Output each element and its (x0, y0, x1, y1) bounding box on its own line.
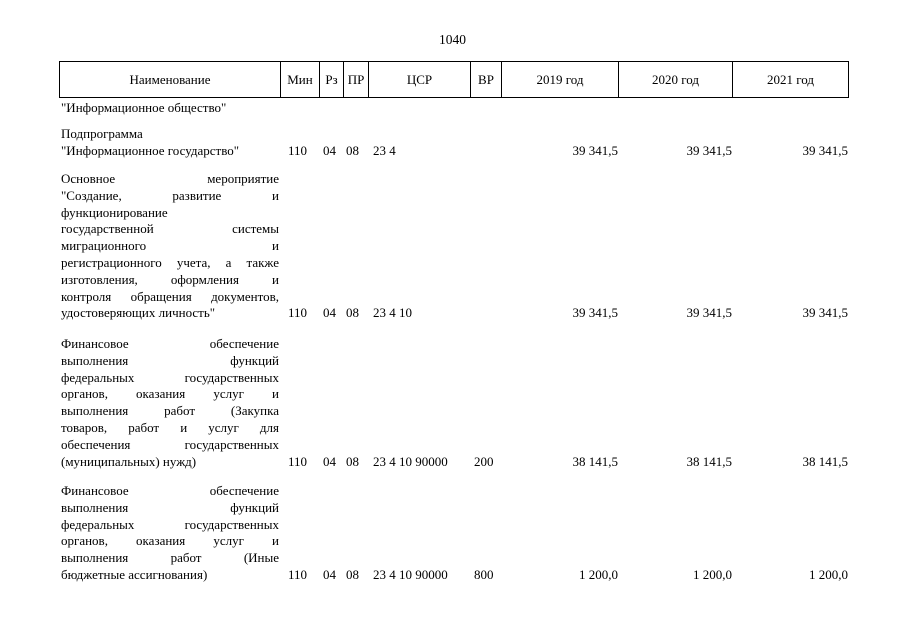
row-min: 110 (288, 567, 308, 582)
header-min: Мин (281, 62, 320, 97)
row-name-line: федеральных государственных (61, 369, 279, 385)
row-2019: 39 341,5 (572, 142, 618, 158)
row-name-line: регистрационного учета, а также (61, 254, 279, 270)
row-name-line: "Информационное общество" (61, 100, 227, 115)
row-name-line: Финансовое обеспечение (61, 483, 279, 498)
row-2020: 39 341,5 (686, 305, 732, 321)
row-name-line: бюджетные ассигнования) (61, 566, 208, 582)
row-2021: 39 341,5 (802, 305, 848, 321)
row-name-line: обеспечения государственных (61, 436, 279, 452)
row-name-line: миграционного и (61, 238, 279, 254)
row-pr: 08 (346, 142, 359, 158)
row-2019: 39 341,5 (572, 305, 618, 321)
header-2020: 2020 год (619, 62, 733, 97)
row-name-line: Финансовое обеспечение (61, 336, 279, 351)
row-name-line: контроля обращения документов, (61, 288, 279, 304)
row-pr: 08 (346, 305, 359, 321)
row-2019: 1 200,0 (579, 567, 618, 582)
row-2021: 38 141,5 (802, 453, 848, 469)
row-name-line: органов, оказания услуг и (61, 533, 279, 549)
row-name-line: Основное мероприятие (61, 171, 279, 186)
table-header (59, 61, 849, 98)
row-rz: 04 (323, 567, 336, 582)
header-2019: 2019 год (502, 62, 619, 97)
row-name (61, 336, 279, 470)
row-vr: 800 (474, 567, 494, 582)
row-min: 110 (288, 305, 308, 321)
row-2021: 39 341,5 (802, 142, 848, 158)
header-pr: ПР (344, 62, 369, 97)
row-name-line: выполнения функций (61, 352, 279, 368)
row-2020: 38 141,5 (686, 453, 732, 469)
row-2019: 38 141,5 (572, 453, 618, 469)
row-name (61, 483, 279, 584)
row-pr: 08 (346, 567, 359, 582)
row-name-line: (муниципальных) нужд) (61, 453, 197, 469)
row-name (61, 171, 279, 322)
row-2021: 1 200,0 (809, 567, 848, 582)
header-vr: ВР (471, 62, 502, 97)
row-name-line: "Создание, развитие и (61, 187, 279, 203)
header-name: Наименование (60, 62, 281, 97)
row-name-line: органов, оказания услуг и (61, 386, 279, 402)
row-name-line: товаров, работ и услуг для (61, 419, 279, 435)
row-min: 110 (288, 453, 308, 469)
row-pr: 08 (346, 453, 359, 469)
row-csr: 23 4 10 90000 (373, 567, 448, 582)
row-name-line: выполнения функций (61, 499, 279, 515)
row-csr: 23 4 10 90000 (373, 453, 448, 469)
row-name-line: выполнения работ (Иные (61, 550, 279, 566)
row-vr: 200 (474, 453, 494, 469)
row-min: 110 (288, 142, 308, 158)
row-name (61, 100, 279, 117)
row-name-line: Подпрограмма (61, 126, 143, 141)
page-number: 1040 (439, 32, 466, 47)
row-rz: 04 (323, 453, 336, 469)
row-rz: 04 (323, 142, 336, 158)
row-name (61, 126, 279, 160)
row-csr: 23 4 10 (373, 305, 412, 321)
header-csr: ЦСР (369, 62, 471, 97)
row-2020: 1 200,0 (693, 567, 732, 582)
row-name-line: государственной системы (61, 221, 279, 237)
row-csr: 23 4 (373, 142, 396, 158)
row-name-line: "Информационное государство" (61, 142, 240, 158)
header-rz: Рз (320, 62, 344, 97)
row-rz: 04 (323, 305, 336, 321)
row-name-line: функционирование (61, 204, 168, 220)
row-name-line: федеральных государственных (61, 516, 279, 532)
row-name-line: удостоверяющих личность" (61, 305, 216, 321)
row-name-line: выполнения работ (Закупка (61, 403, 279, 419)
header-2021: 2021 год (767, 71, 814, 87)
row-2020: 39 341,5 (686, 142, 732, 158)
row-name-line: изготовления, оформления и (61, 271, 279, 287)
